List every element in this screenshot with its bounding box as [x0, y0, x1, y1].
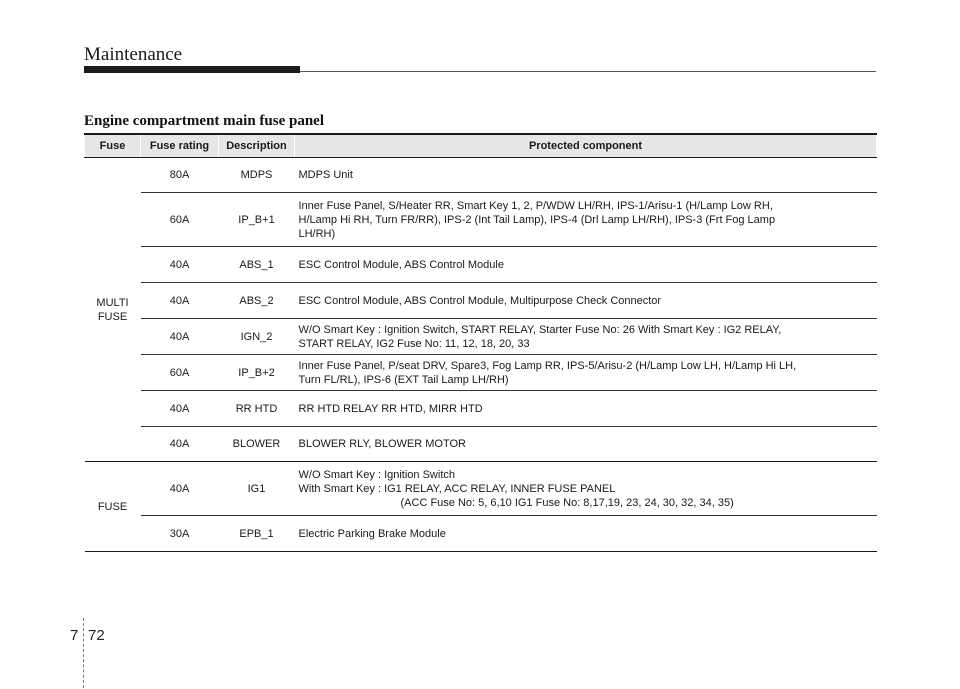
table-row — [85, 319, 877, 355]
component-line: MDPS Unit — [298, 169, 353, 181]
component-line: W/O Smart Key : Ignition Switch — [298, 468, 455, 481]
fuse-group-multi-fuse — [85, 158, 141, 462]
component-line: Turn FL/RL), IPS-6 (EXT Tail Lamp LH/RH) — [298, 373, 509, 386]
header-bar — [84, 66, 300, 73]
fuse-rating: 40A — [141, 283, 219, 319]
header-rule — [300, 71, 876, 72]
protected-component — [295, 391, 877, 427]
component-line: (ACC Fuse No: 5, 6,10 IG1 Fuse No: 8,17,19, 23, 24, 30, 32, 34, 35) — [400, 496, 734, 509]
fuse-table — [84, 133, 877, 552]
table-row — [85, 355, 877, 391]
fuse-rating: 40A — [141, 462, 219, 516]
fuse-rating: 40A — [141, 391, 219, 427]
fuse-description: BLOWER — [219, 427, 295, 462]
protected-component — [295, 283, 877, 319]
component-line: Inner Fuse Panel, P/seat DRV, Spare3, Fog Lamp RR, IPS-5/Arisu-2 (H/Lamp Low LH, H/Lamp Hi LH, — [298, 359, 797, 372]
header-title: Maintenance — [84, 44, 183, 65]
component-line: W/O Smart Key : Ignition Switch, START RELAY, Starter Fuse No: 26 With Smart Key : IG2 RELAY, — [298, 323, 782, 336]
component-line: Electric Parking Brake Module — [298, 527, 446, 540]
fuse-group-fuse — [85, 462, 141, 552]
component-line: Inner Fuse Panel, S/Heater RR, Smart Key 1, 2, P/WDW LH/RH, IPS-1/Arisu-1 (H/Lamp Low RH, — [298, 199, 773, 212]
fuse-description: ABS_2 — [219, 283, 295, 319]
page-number-divider — [83, 618, 85, 688]
chapter-number: 7 — [70, 627, 79, 644]
component-line: ESC Control Module, ABS Control Module, Multipurpose Check Connector — [298, 294, 662, 307]
fuse-description: IP_B+1 — [219, 193, 295, 247]
col-header-fuse: Fuse — [85, 134, 141, 158]
section-title: Engine compartment main fuse panel — [84, 113, 324, 129]
fuse-description: MDPS — [219, 158, 295, 193]
fuse-rating: 40A — [141, 247, 219, 283]
component-line: ESC Control Module, ABS Control Module — [298, 258, 504, 271]
component-line: BLOWER RLY, BLOWER MOTOR — [298, 438, 466, 450]
fuse-group-label: MULTI — [96, 296, 129, 309]
col-header-fuse-rating: Fuse rating — [141, 134, 219, 158]
component-line: RR HTD RELAY RR HTD, MIRR HTD — [298, 402, 483, 415]
fuse-description: ABS_1 — [219, 247, 295, 283]
fuse-description: IP_B+2 — [219, 355, 295, 391]
fuse-rating: 60A — [141, 193, 219, 247]
protected-component — [295, 193, 877, 247]
component-line: With Smart Key : IG1 RELAY, ACC RELAY, INNER FUSE PANEL — [298, 482, 616, 495]
page-number-value: 72 — [88, 627, 105, 644]
table-row — [85, 283, 877, 319]
fuse-description: RR HTD — [219, 391, 295, 427]
protected-component — [295, 516, 877, 552]
protected-component — [295, 247, 877, 283]
protected-component — [295, 427, 877, 462]
fuse-description: IG1 — [219, 462, 295, 516]
fuse-description: EPB_1 — [219, 516, 295, 552]
fuse-rating: 40A — [141, 427, 219, 462]
fuse-group-label: FUSE — [97, 500, 128, 513]
col-header-description: Description — [219, 134, 295, 158]
component-line: H/Lamp Hi RH, Turn FR/RR), IPS-2 (Int Tail Lamp), IPS-4 (Drl Lamp LH/RH), IPS-3 (Frt Fog Lamp — [298, 213, 776, 226]
fuse-group-label: FUSE — [97, 310, 128, 323]
table-header-row — [85, 134, 877, 158]
table-row — [85, 193, 877, 247]
fuse-description: IGN_2 — [219, 319, 295, 355]
component-line: LH/RH) — [298, 227, 336, 240]
fuse-rating: 30A — [141, 516, 219, 552]
protected-component — [295, 319, 877, 355]
protected-component — [295, 462, 877, 516]
fuse-rating: 80A — [141, 158, 219, 193]
table-row — [85, 462, 877, 516]
protected-component — [295, 158, 877, 193]
fuse-rating: 40A — [141, 319, 219, 355]
fuse-rating: 60A — [141, 355, 219, 391]
table-row — [85, 247, 877, 283]
component-line: START RELAY, IG2 Fuse No: 11, 12, 18, 20, 33 — [298, 337, 530, 350]
protected-component — [295, 355, 877, 391]
table-row — [85, 391, 877, 427]
col-header-protected-component: Protected component — [295, 134, 877, 158]
table-row — [85, 427, 877, 462]
table-row — [85, 516, 877, 552]
table-row — [85, 158, 877, 193]
